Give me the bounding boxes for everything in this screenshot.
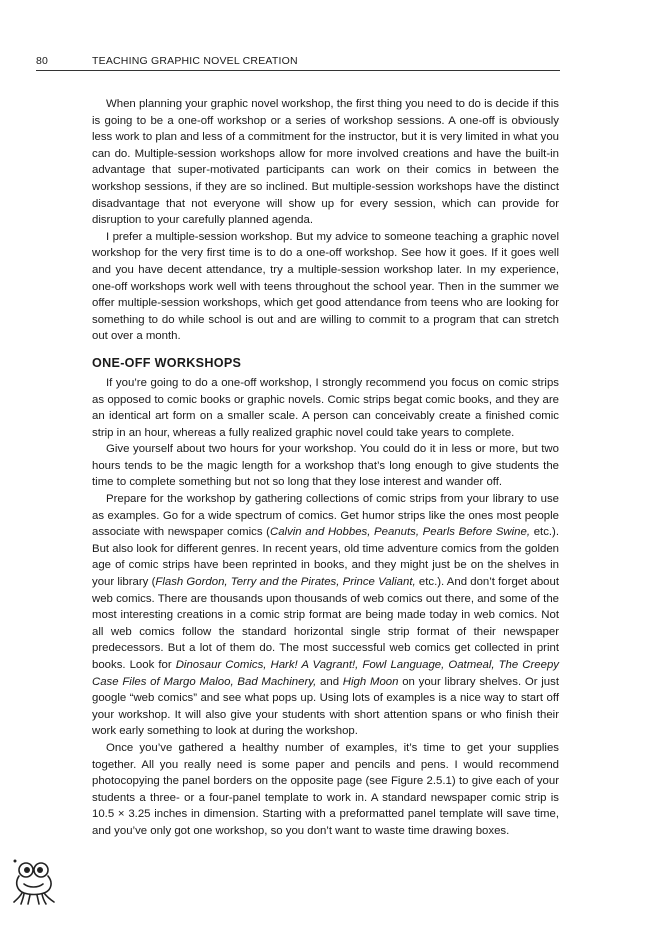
- paragraph-2: I prefer a multiple-session workshop. But my advice to someone teaching a graphic novel workshop for the very first time is to do a one-off workshop. See how it goes. If it goes well and you have decent attendance, try a multiple-session workshop later. In my experience, one-off workshops work well with teens throughout the school year. Then in the summer we offer multiple-session workshops, which get good attendance from teens who are looking for something to do while school is out and are willing to commit to a program that can stretch out over a month.: [92, 230, 559, 343]
- paragraph-6: Once you’ve gathered a healthy number of examples, it’s time to get your supplies together. All you really need is some paper and pencils and pens. I would recommend photocopying the panel borders on the opposite page (see Figure 2.5.1) to give each of your students a three- or a four-panel template to work in. A standard newspaper comic strip is 10.5 × 3.25 inches in dimension. Starting with a preformatted panel template will save time, and you’ve only got one workshop, so you don’t want to waste time drawing boxes.: [92, 741, 559, 837]
- p5-text-a: Prepare for the workshop by gathering collections of comic strips from your library to use as examples. Go for a wide spectrum of comics. Get humor strips like the ones most people associate with newspaper comics (: [92, 493, 559, 539]
- page-body: [92, 96, 559, 840]
- section-heading: ONE-OFF WORKSHOPS: [92, 355, 242, 370]
- p5-text-i: on your library shelves. Or just google “web comics” and see what pops up. Using lots of examples is a nice way to start off your workshop. It will also give your students with short attention spans or who finish their work early something to look at during the workshop.: [92, 675, 559, 738]
- frog-icon: [10, 858, 58, 911]
- running-title: TEACHING GRAPHIC NOVEL CREATION: [92, 55, 298, 67]
- paragraph-5: [92, 491, 559, 740]
- paragraph-3: If you’re going to do a one-off workshop, I strongly recommend you focus on comic strips as opposed to comic books or graphic novels. Comic strips begat comic books, and they are an identical art form on a smaller scale. A person can conceivably create a finished comic strip in an hour, whereas a fully realized graphic novel could take years to complete.: [92, 376, 559, 439]
- p5-text-c: etc.). But also look for different genres. In recent years, old time adventure comics from the golden age of comic strips have been reprinted in books, and they might just be on the shelves in your library (: [92, 526, 560, 589]
- p5-text-g: and: [316, 675, 343, 688]
- page-number: 80: [36, 55, 49, 67]
- paragraph-1: When planning your graphic novel workshop, the first thing you need to do is decide if this is going to be a one-off workshop or a series of workshop sessions. A one-off is obviously less work to plan and less of a commitment for the instructor, but it is very limited in what you can do. Multiple-session workshops allow for more involved creations and have the built-in advantage that super-motivated participants can work on their comics in between the workshop sessions, if they are so inclined. But multiple-session workshops have the distinct disadvantage that not everyone will show up for every session, which can provide for disruption to your carefully planned agenda.: [92, 98, 559, 227]
- p5-titles-adventure: Flash Gordon, Terry and the Pirates, Prince Valiant,: [155, 576, 416, 589]
- p5-text-e: etc.). And don’t forget about web comics. There are thousands upon thousands of web comics out there, and some of the most interesting creations in a comic strip format are being made today in web comics. Not all web comics follow the standard horizontal single strip format of their newspaper predecessors. But a lot of them do. The most successful web comics get collected in print books. Look for: [92, 576, 559, 671]
- p5-title-highmoon: High Moon: [342, 675, 399, 688]
- paragraph-4: Give yourself about two hours for your workshop. You could do it in less or more, but two hours tends to be the magic length for a workshop that’s long enough to give students the time to complete something but not so long that they lose interest and wander off.: [92, 443, 559, 489]
- p5-titles-webcomics: Dinosaur Comics, Hark! A Vagrant!, Fowl Language, Oatmeal, The Creepy Case Files of Margo Maloo, Bad Machinery,: [92, 659, 559, 688]
- p5-titles-humor: Calvin and Hobbes, Peanuts, Pearls Before Swine,: [269, 526, 531, 539]
- running-head: [36, 55, 560, 71]
